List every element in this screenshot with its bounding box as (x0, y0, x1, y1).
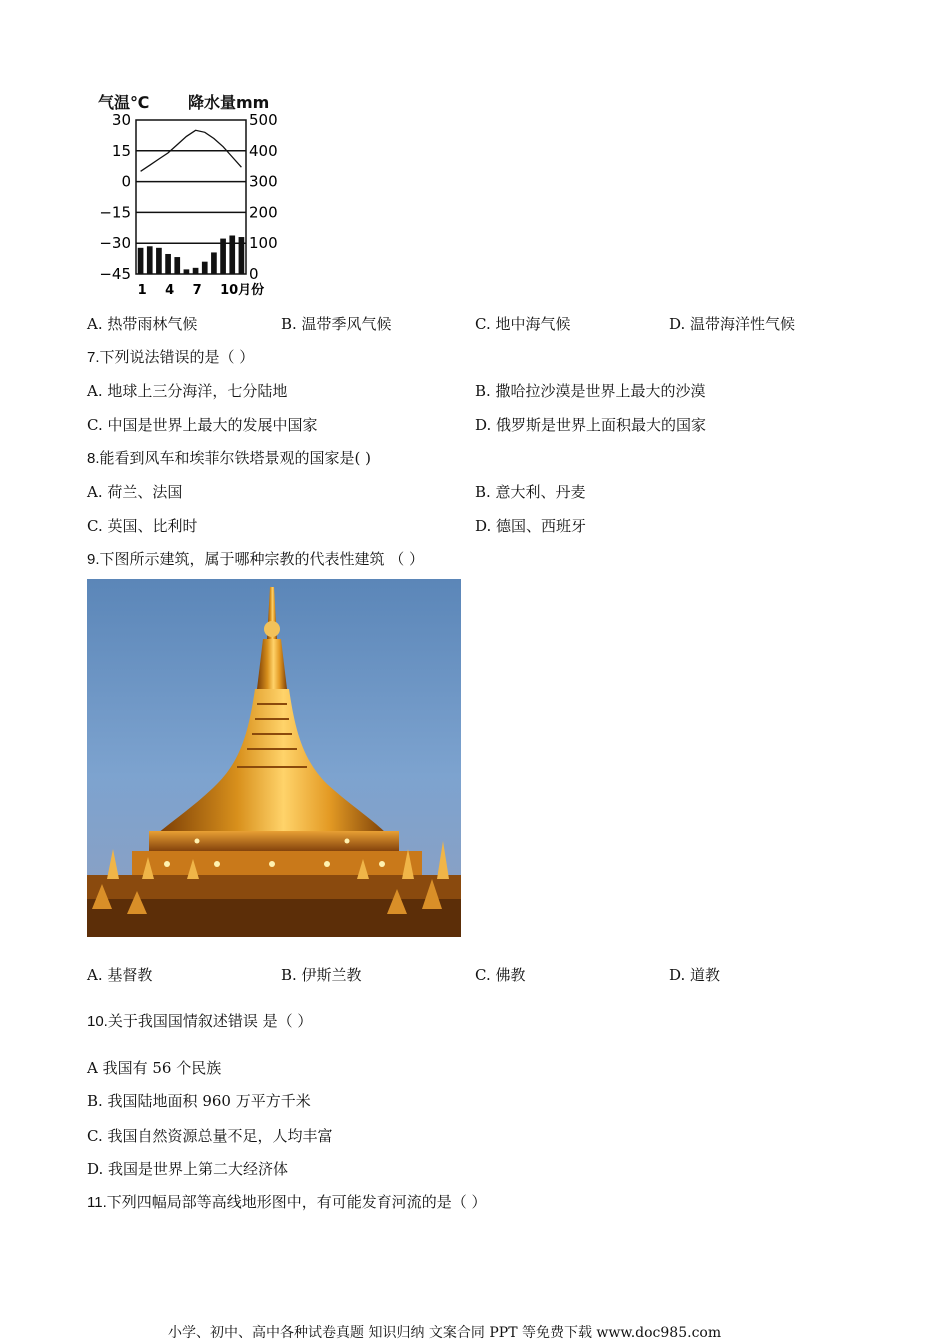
precip-tick-label: 100 (249, 234, 278, 253)
precip-tick-label: 200 (249, 203, 278, 222)
precip-bars (138, 236, 245, 275)
q7-stem (87, 346, 254, 367)
temp-tick-label: −45 (99, 265, 131, 283)
precip-tick-label: 400 (249, 141, 278, 160)
q9-option-a[interactable]: A. 基督教 (87, 966, 153, 984)
precip-tick-label: 500 (249, 111, 278, 129)
temp-tick-labels (99, 111, 131, 283)
precip-bar (239, 237, 245, 274)
pagoda-photo (87, 579, 461, 937)
precip-bar (165, 254, 171, 274)
q9-option-c[interactable]: C. 佛教 (475, 966, 526, 984)
precip-bar (193, 268, 199, 274)
precip-bar (156, 248, 162, 274)
q10-option-d[interactable]: D. 我国是世界上第二大经济体 (87, 1160, 289, 1178)
precip-bar (138, 248, 144, 274)
q10-stem (87, 1010, 312, 1031)
precip-bar (229, 236, 235, 275)
q9-text: 下图所示建筑，属于哪种宗教的代表性建筑 （ ） (99, 550, 425, 568)
temp-tick-label: 15 (111, 141, 131, 160)
temp-tick-label: −15 (99, 203, 131, 222)
q10-number: 10. (87, 1013, 108, 1030)
precip-bar (220, 239, 226, 274)
page-footer[interactable]: 小学、初中、高中各种试卷真题 知识归纳 文案合同 PPT 等免费下载 www.doc985.com (168, 1325, 722, 1341)
climate-chart (96, 88, 286, 300)
q10-text: 关于我国国情叙述错误 是（ ） (107, 1012, 313, 1030)
q11-number: 11. (87, 1194, 107, 1211)
precip-tick-label: 0 (249, 265, 259, 283)
x-tick-label: 10月份 (220, 283, 265, 298)
precip-bar (202, 262, 208, 274)
q11-stem (87, 1191, 487, 1212)
temp-tick-label: 30 (111, 111, 131, 129)
precip-tick-labels (249, 111, 278, 283)
x-tick-label: 1 (137, 283, 147, 298)
q8-number: 8. (87, 450, 100, 467)
q10-option-a[interactable]: A 我国有 56 个民族 (87, 1059, 222, 1077)
chart-title-left: 气温℃ (98, 93, 150, 112)
q8-option-c[interactable]: C. 英国、比利时 (87, 517, 198, 535)
q9-option-d[interactable]: D. 道教 (669, 966, 721, 984)
q6-option-d[interactable]: D. 温带海洋性气候 (669, 315, 796, 333)
q7-option-d[interactable]: D. 俄罗斯是世界上面积最大的国家 (475, 416, 707, 434)
q7-option-a[interactable]: A. 地球上三分海洋，七分陆地 (87, 382, 288, 400)
precip-bar (147, 246, 153, 274)
q6-option-c[interactable]: C. 地中海气候 (475, 315, 571, 333)
temp-tick-label: −30 (99, 234, 131, 253)
precip-bar (184, 269, 190, 274)
q8-option-d[interactable]: D. 德国、西班牙 (475, 517, 587, 535)
q8-option-b[interactable]: B. 意大利、丹麦 (475, 483, 586, 501)
q10-option-b[interactable]: B. 我国陆地面积 960 万平方千米 (87, 1092, 311, 1110)
x-tick-label: 4 (165, 283, 175, 298)
q7-option-b[interactable]: B. 撒哈拉沙漠是世界上最大的沙漠 (475, 382, 706, 400)
gridlines (136, 151, 246, 243)
q8-text: 能看到风车和埃菲尔铁塔景观的国家是( ) (99, 449, 371, 467)
q9-number: 9. (87, 551, 100, 568)
q7-option-c[interactable]: C. 中国是世界上最大的发展中国家 (87, 416, 318, 434)
chart-title-right: 降水量mm (188, 93, 270, 112)
q9-stem (87, 548, 424, 569)
q8-stem (87, 447, 371, 468)
q10-option-c[interactable]: C. 我国自然资源总量不足，人均丰富 (87, 1127, 333, 1145)
q11-text: 下列四幅局部等高线地形图中，有可能发育河流的是（ ） (106, 1193, 487, 1211)
precip-bar (211, 252, 217, 274)
x-tick-label: 7 (192, 283, 202, 298)
temp-tick-label: 0 (121, 172, 131, 191)
q9-option-b[interactable]: B. 伊斯兰教 (281, 966, 362, 984)
precip-tick-label: 300 (249, 172, 278, 191)
q6-option-b[interactable]: B. 温带季风气候 (281, 315, 392, 333)
q6-option-a[interactable]: A. 热带雨林气候 (87, 315, 198, 333)
q8-option-a[interactable]: A. 荷兰、法国 (87, 483, 183, 501)
precip-bar (174, 257, 180, 274)
q7-number: 7. (87, 349, 100, 366)
x-tick-labels (138, 282, 265, 298)
q7-text: 下列说法错误的是（ ） (99, 348, 255, 366)
